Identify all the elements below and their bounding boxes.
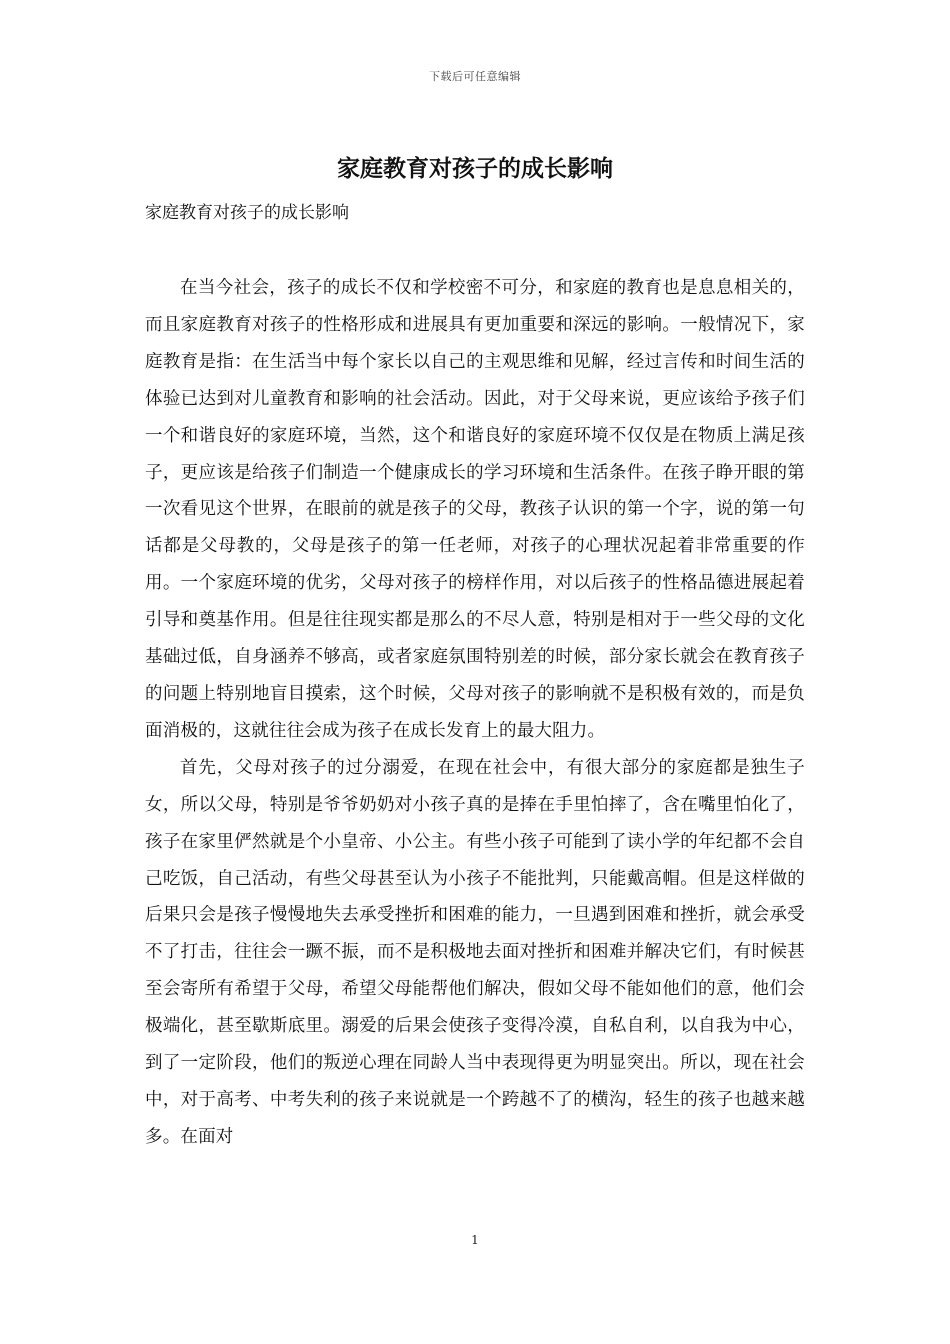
page-title: 家庭教育对孩子的成长影响 bbox=[337, 155, 613, 182]
page-number: 1 bbox=[471, 1233, 479, 1247]
body-paragraph: 在当今社会，孩子的成长不仅和学校密不可分，和家庭的教育也是息息相关的，而且家庭教育对孩子的性格形成和进展具有更加重要和深远的影响。一般情况下，家庭教育是指：在生活当中每个家长以自己的主观思维和见解，经过言传和时间生活的体验已达到对儿童教育和影响的社会活动。因此，对于父母来说，更应该给予孩子们一个和谐良好的家庭环境，当然，这个和谐良好的家庭环境不仅仅是在物质上满足孩子，更应该是给孩子们制造一个健康成长的学习环境和生活条件。在孩子睁开眼的第一次看见这个世界，在眼前的就是孩子的父母，教孩子认识的第一个字，说的第一句话都是父母教的，父母是孩子的第一任老师，对孩子的心理状况起着非常重要的作用。一个家庭环境的优劣，父母对孩子的榜样作用，对以后孩子的性格品德进展起着引导和奠基作用。但是往往现实都是那么的不尽人意，特别是相对于一些父母的文化基础过低，自身涵养不够高，或者家庭氛围特别差的时候，部分家长就会在教育孩子的问题上特别地盲目摸索，这个时候，父母对孩子的影响就不是积极有效的，而是负面消极的，这就往往会成为孩子在成长发育上的最大阻力。 bbox=[145, 278, 805, 741]
document-body bbox=[145, 270, 805, 1156]
document-subtitle: 家庭教育对孩子的成长影响 bbox=[145, 203, 349, 223]
body-paragraph: 首先，父母对孩子的过分溺爱，在现在社会中，有很大部分的家庭都是独生子女，所以父母，特别是爷爷奶奶对小孩子真的是捧在手里怕摔了，含在嘴里怕化了，孩子在家里俨然就是个小皇帝、小公主。有些小孩子可能到了读小学的年纪都不会自己吃饭，自己活动，有些父母甚至认为小孩子不能批判，只能戴高帽。但是这样做的后果只会是孩子慢慢地失去承受挫折和困难的能力，一旦遇到困难和挫折，就会承受不了打击，往往会一蹶不振，而不是积极地去面对挫折和困难并解决它们，有时候甚至会寄所有希望于父母，希望父母能帮他们解决，假如父母不能如他们的意，他们会极端化，甚至歇斯底里。溺爱的后果会使孩子变得冷漠，自私自利，以自我为中心，到了一定阶段，他们的叛逆心理在同龄人当中表现得更为明显突出。所以，现在社会中，对于高考、中考失利的孩子来说就是一个跨越不了的横沟，轻生的孩子也越来越多。在面对 bbox=[145, 757, 805, 1147]
header-note: 下载后可任意编辑 bbox=[429, 70, 521, 83]
